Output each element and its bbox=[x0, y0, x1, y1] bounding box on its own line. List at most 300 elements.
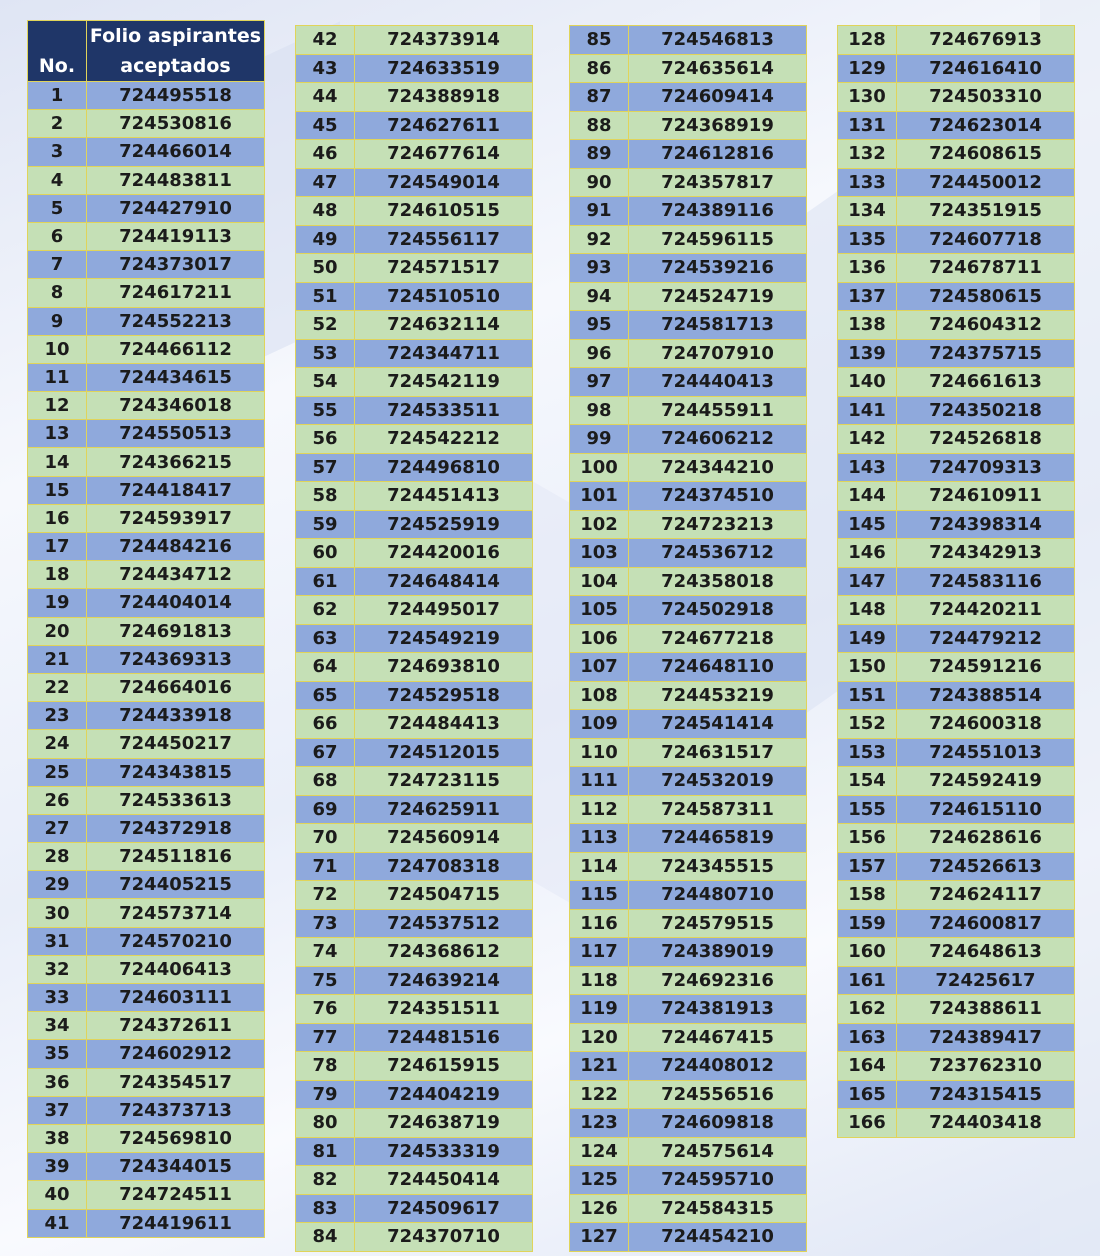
table-row bbox=[28, 786, 265, 814]
folio-number: 724524719 bbox=[629, 282, 807, 311]
table-row bbox=[28, 758, 265, 786]
roster-table-1 bbox=[27, 20, 265, 1238]
table-row bbox=[838, 425, 1075, 454]
folio-number: 724602912 bbox=[87, 1040, 265, 1068]
table-row bbox=[838, 396, 1075, 425]
folio-number: 724351915 bbox=[897, 197, 1075, 226]
row-number: 40 bbox=[28, 1181, 87, 1209]
table-row bbox=[570, 681, 807, 710]
folio-number: 724480710 bbox=[629, 881, 807, 910]
row-number: 30 bbox=[28, 899, 87, 927]
folio-number: 724346018 bbox=[87, 392, 265, 420]
folio-number: 724691813 bbox=[87, 617, 265, 645]
table-row bbox=[296, 681, 533, 710]
row-number: 124 bbox=[570, 1137, 629, 1166]
folio-number: 724536712 bbox=[629, 539, 807, 568]
row-number: 118 bbox=[570, 966, 629, 995]
row-number: 166 bbox=[838, 1109, 897, 1138]
folio-number: 724617211 bbox=[87, 279, 265, 307]
table-row bbox=[28, 194, 265, 222]
row-number: 94 bbox=[570, 282, 629, 311]
folio-number: 724603111 bbox=[87, 984, 265, 1012]
row-number: 122 bbox=[570, 1080, 629, 1109]
row-number: 45 bbox=[296, 111, 355, 140]
table-row bbox=[570, 767, 807, 796]
row-number: 39 bbox=[28, 1153, 87, 1181]
row-number: 89 bbox=[570, 140, 629, 169]
folio-number: 724465819 bbox=[629, 824, 807, 853]
table-row bbox=[838, 140, 1075, 169]
table-row bbox=[28, 110, 265, 138]
row-number: 78 bbox=[296, 1052, 355, 1081]
table-row bbox=[570, 339, 807, 368]
folio-number: 724434712 bbox=[87, 561, 265, 589]
folio-number: 724707910 bbox=[629, 339, 807, 368]
table-row bbox=[838, 225, 1075, 254]
row-number: 131 bbox=[838, 111, 897, 140]
row-number: 70 bbox=[296, 824, 355, 853]
folio-number: 724596115 bbox=[629, 225, 807, 254]
table-row bbox=[28, 1040, 265, 1068]
folio-number: 724374510 bbox=[629, 482, 807, 511]
row-number: 123 bbox=[570, 1109, 629, 1138]
table-row bbox=[838, 681, 1075, 710]
folio-number: 72425617 bbox=[897, 966, 1075, 995]
folio-number: 724648110 bbox=[629, 653, 807, 682]
table-row bbox=[570, 197, 807, 226]
folio-number: 724370710 bbox=[355, 1223, 533, 1252]
row-number: 12 bbox=[28, 392, 87, 420]
folio-number: 724372918 bbox=[87, 814, 265, 842]
table-row bbox=[570, 995, 807, 1024]
table-row bbox=[296, 1194, 533, 1223]
row-number: 135 bbox=[838, 225, 897, 254]
table-row bbox=[838, 510, 1075, 539]
table-row bbox=[296, 1052, 533, 1081]
table-row bbox=[570, 482, 807, 511]
row-number: 62 bbox=[296, 596, 355, 625]
row-number: 71 bbox=[296, 852, 355, 881]
table-row bbox=[838, 824, 1075, 853]
folio-number: 724530816 bbox=[87, 110, 265, 138]
folio-number: 724533613 bbox=[87, 786, 265, 814]
row-number: 156 bbox=[838, 824, 897, 853]
table-row bbox=[570, 710, 807, 739]
folio-number: 724419611 bbox=[87, 1209, 265, 1237]
table-row bbox=[570, 425, 807, 454]
table-row bbox=[838, 1023, 1075, 1052]
folio-number: 724495518 bbox=[87, 82, 265, 110]
row-number: 69 bbox=[296, 795, 355, 824]
folio-number: 724542212 bbox=[355, 425, 533, 454]
row-number: 81 bbox=[296, 1137, 355, 1166]
table-row bbox=[838, 539, 1075, 568]
table-row bbox=[28, 871, 265, 899]
row-number: 44 bbox=[296, 83, 355, 112]
row-number: 152 bbox=[838, 710, 897, 739]
folio-number: 724381913 bbox=[629, 995, 807, 1024]
table-row bbox=[296, 225, 533, 254]
table-row bbox=[296, 1109, 533, 1138]
row-number: 61 bbox=[296, 567, 355, 596]
folio-number: 724692316 bbox=[629, 966, 807, 995]
table-row bbox=[296, 966, 533, 995]
table-row bbox=[296, 1080, 533, 1109]
table-row bbox=[838, 995, 1075, 1024]
folio-number: 724579515 bbox=[629, 909, 807, 938]
table-row bbox=[28, 1096, 265, 1124]
row-number: 23 bbox=[28, 702, 87, 730]
folio-number: 724539216 bbox=[629, 254, 807, 283]
table-row bbox=[296, 653, 533, 682]
table-row bbox=[296, 767, 533, 796]
row-number: 97 bbox=[570, 368, 629, 397]
table-row bbox=[570, 966, 807, 995]
folio-number: 724373713 bbox=[87, 1096, 265, 1124]
row-number: 163 bbox=[838, 1023, 897, 1052]
table-row bbox=[570, 1023, 807, 1052]
table-row bbox=[570, 1223, 807, 1252]
folio-number: 724569810 bbox=[87, 1124, 265, 1152]
row-number: 14 bbox=[28, 448, 87, 476]
table-row bbox=[838, 567, 1075, 596]
folio-number: 724479212 bbox=[897, 624, 1075, 653]
folio-number: 724526818 bbox=[897, 425, 1075, 454]
row-number: 158 bbox=[838, 881, 897, 910]
row-number: 34 bbox=[28, 1012, 87, 1040]
folio-number: 724344210 bbox=[629, 453, 807, 482]
table-row bbox=[28, 589, 265, 617]
row-number: 41 bbox=[28, 1209, 87, 1237]
folio-number: 724541414 bbox=[629, 710, 807, 739]
row-number: 67 bbox=[296, 738, 355, 767]
folio-number: 724388611 bbox=[897, 995, 1075, 1024]
row-number: 75 bbox=[296, 966, 355, 995]
table-row bbox=[838, 624, 1075, 653]
folio-number: 724357817 bbox=[629, 168, 807, 197]
folio-number: 724546813 bbox=[629, 26, 807, 55]
row-number: 101 bbox=[570, 482, 629, 511]
row-number: 113 bbox=[570, 824, 629, 853]
table-row bbox=[28, 927, 265, 955]
table-row bbox=[838, 168, 1075, 197]
table-row bbox=[570, 26, 807, 55]
table-row bbox=[570, 282, 807, 311]
row-number: 96 bbox=[570, 339, 629, 368]
table-row bbox=[838, 311, 1075, 340]
table-row bbox=[570, 1137, 807, 1166]
folio-number: 724403418 bbox=[897, 1109, 1075, 1138]
table-row bbox=[296, 282, 533, 311]
table-row bbox=[570, 539, 807, 568]
folio-number: 724406413 bbox=[87, 955, 265, 983]
folio-number: 724581713 bbox=[629, 311, 807, 340]
table-row bbox=[296, 453, 533, 482]
folio-number: 724639214 bbox=[355, 966, 533, 995]
row-number: 107 bbox=[570, 653, 629, 682]
folio-number: 724342913 bbox=[897, 539, 1075, 568]
table-row bbox=[838, 254, 1075, 283]
folio-number: 724631517 bbox=[629, 738, 807, 767]
table-row bbox=[28, 1124, 265, 1152]
table-row bbox=[296, 824, 533, 853]
folio-number: 724467415 bbox=[629, 1023, 807, 1052]
table-row bbox=[296, 140, 533, 169]
row-number: 4 bbox=[28, 166, 87, 194]
folio-number: 724375715 bbox=[897, 339, 1075, 368]
folio-number: 724608615 bbox=[897, 140, 1075, 169]
table-row bbox=[570, 653, 807, 682]
row-number: 93 bbox=[570, 254, 629, 283]
folio-number: 724450217 bbox=[87, 730, 265, 758]
row-number: 28 bbox=[28, 843, 87, 871]
folio-number: 724484216 bbox=[87, 533, 265, 561]
table-row bbox=[570, 1052, 807, 1081]
row-number: 153 bbox=[838, 738, 897, 767]
row-number: 120 bbox=[570, 1023, 629, 1052]
folio-number: 724600817 bbox=[897, 909, 1075, 938]
folio-number: 724677614 bbox=[355, 140, 533, 169]
row-number: 148 bbox=[838, 596, 897, 625]
row-number: 5 bbox=[28, 194, 87, 222]
folio-number: 724427910 bbox=[87, 194, 265, 222]
row-number: 128 bbox=[838, 26, 897, 55]
table-row bbox=[28, 504, 265, 532]
table-row bbox=[28, 476, 265, 504]
table-row bbox=[838, 482, 1075, 511]
row-number: 150 bbox=[838, 653, 897, 682]
table-row bbox=[838, 852, 1075, 881]
row-number: 92 bbox=[570, 225, 629, 254]
folio-number: 724484413 bbox=[355, 710, 533, 739]
row-number: 102 bbox=[570, 510, 629, 539]
folio-number: 724676913 bbox=[897, 26, 1075, 55]
table-row bbox=[838, 710, 1075, 739]
folio-number: 724550513 bbox=[87, 420, 265, 448]
row-number: 159 bbox=[838, 909, 897, 938]
table-row bbox=[296, 311, 533, 340]
table-row bbox=[570, 254, 807, 283]
row-number: 116 bbox=[570, 909, 629, 938]
row-number: 2 bbox=[28, 110, 87, 138]
folio-number: 724405215 bbox=[87, 871, 265, 899]
folio-number: 724570210 bbox=[87, 927, 265, 955]
folio-number: 724584315 bbox=[629, 1194, 807, 1223]
row-number: 77 bbox=[296, 1023, 355, 1052]
row-number: 1 bbox=[28, 82, 87, 110]
table-row bbox=[296, 624, 533, 653]
table-row bbox=[570, 54, 807, 83]
folio-number: 724635614 bbox=[629, 54, 807, 83]
folio-number: 724549219 bbox=[355, 624, 533, 653]
row-number: 106 bbox=[570, 624, 629, 653]
row-number: 110 bbox=[570, 738, 629, 767]
table-row bbox=[570, 567, 807, 596]
table-row bbox=[28, 1012, 265, 1040]
table-row bbox=[296, 510, 533, 539]
folio-number: 724560914 bbox=[355, 824, 533, 853]
folio-number: 724420016 bbox=[355, 539, 533, 568]
table-row bbox=[838, 767, 1075, 796]
folio-number: 724368612 bbox=[355, 938, 533, 967]
row-number: 147 bbox=[838, 567, 897, 596]
row-number: 154 bbox=[838, 767, 897, 796]
table-row bbox=[296, 197, 533, 226]
row-number: 115 bbox=[570, 881, 629, 910]
row-number: 56 bbox=[296, 425, 355, 454]
table-row bbox=[28, 1181, 265, 1209]
table-row bbox=[28, 307, 265, 335]
folio-number: 724633519 bbox=[355, 54, 533, 83]
row-number: 33 bbox=[28, 984, 87, 1012]
row-number: 10 bbox=[28, 335, 87, 363]
row-number: 165 bbox=[838, 1080, 897, 1109]
folio-number: 724526613 bbox=[897, 852, 1075, 881]
table-row bbox=[838, 1052, 1075, 1081]
row-number: 142 bbox=[838, 425, 897, 454]
table-row bbox=[28, 955, 265, 983]
row-number: 155 bbox=[838, 795, 897, 824]
folio-number: 724466014 bbox=[87, 138, 265, 166]
folio-number: 724648414 bbox=[355, 567, 533, 596]
table-row bbox=[296, 111, 533, 140]
table-row bbox=[838, 54, 1075, 83]
folio-number: 724609414 bbox=[629, 83, 807, 112]
folio-number: 724450012 bbox=[897, 168, 1075, 197]
folio-number: 724625911 bbox=[355, 795, 533, 824]
folio-number: 724345515 bbox=[629, 852, 807, 881]
row-number: 60 bbox=[296, 539, 355, 568]
table-row bbox=[296, 368, 533, 397]
folio-number: 724661613 bbox=[897, 368, 1075, 397]
row-number: 151 bbox=[838, 681, 897, 710]
row-number: 104 bbox=[570, 567, 629, 596]
table-row bbox=[296, 425, 533, 454]
row-number: 119 bbox=[570, 995, 629, 1024]
row-number: 31 bbox=[28, 927, 87, 955]
folio-number: 724628616 bbox=[897, 824, 1075, 853]
table-row bbox=[838, 938, 1075, 967]
folio-number: 724708318 bbox=[355, 852, 533, 881]
table-row bbox=[28, 335, 265, 363]
row-number: 83 bbox=[296, 1194, 355, 1223]
folio-number: 724350218 bbox=[897, 396, 1075, 425]
table-row bbox=[296, 83, 533, 112]
folio-number: 724433918 bbox=[87, 702, 265, 730]
table-row bbox=[296, 852, 533, 881]
folio-number: 724502918 bbox=[629, 596, 807, 625]
table-row bbox=[28, 420, 265, 448]
folio-number: 724587311 bbox=[629, 795, 807, 824]
table-row bbox=[570, 311, 807, 340]
folio-number: 724664016 bbox=[87, 673, 265, 701]
row-number: 130 bbox=[838, 83, 897, 112]
row-number: 9 bbox=[28, 307, 87, 335]
folio-number: 724344015 bbox=[87, 1153, 265, 1181]
table-row bbox=[296, 539, 533, 568]
table-row bbox=[28, 899, 265, 927]
table-row bbox=[838, 111, 1075, 140]
folio-number: 724369313 bbox=[87, 645, 265, 673]
table-row bbox=[296, 1223, 533, 1252]
folio-number: 724724511 bbox=[87, 1181, 265, 1209]
row-number: 35 bbox=[28, 1040, 87, 1068]
row-number: 109 bbox=[570, 710, 629, 739]
folio-number: 724512015 bbox=[355, 738, 533, 767]
folio-number: 724373914 bbox=[355, 26, 533, 55]
table-row bbox=[570, 510, 807, 539]
row-number: 49 bbox=[296, 225, 355, 254]
row-number: 38 bbox=[28, 1124, 87, 1152]
folio-number: 724398314 bbox=[897, 510, 1075, 539]
folio-number: 724583116 bbox=[897, 567, 1075, 596]
table-row bbox=[838, 282, 1075, 311]
row-number: 125 bbox=[570, 1166, 629, 1195]
folio-number: 724496810 bbox=[355, 453, 533, 482]
folio-number: 724609818 bbox=[629, 1109, 807, 1138]
folio-number: 724556516 bbox=[629, 1080, 807, 1109]
table-row bbox=[296, 254, 533, 283]
folio-number: 724607718 bbox=[897, 225, 1075, 254]
row-number: 99 bbox=[570, 425, 629, 454]
row-number: 63 bbox=[296, 624, 355, 653]
table-row bbox=[28, 251, 265, 279]
folio-number: 724600318 bbox=[897, 710, 1075, 739]
table-row bbox=[838, 596, 1075, 625]
row-number: 100 bbox=[570, 453, 629, 482]
table-row bbox=[28, 1153, 265, 1181]
folio-number: 724610911 bbox=[897, 482, 1075, 511]
folio-number: 724580615 bbox=[897, 282, 1075, 311]
row-number: 145 bbox=[838, 510, 897, 539]
row-number: 138 bbox=[838, 311, 897, 340]
row-number: 161 bbox=[838, 966, 897, 995]
row-number: 149 bbox=[838, 624, 897, 653]
folio-number: 724610515 bbox=[355, 197, 533, 226]
row-number: 90 bbox=[570, 168, 629, 197]
folio-number: 724453219 bbox=[629, 681, 807, 710]
folio-number: 724623014 bbox=[897, 111, 1075, 140]
table-row bbox=[570, 852, 807, 881]
row-number: 85 bbox=[570, 26, 629, 55]
folio-number: 724354517 bbox=[87, 1068, 265, 1096]
table-row bbox=[296, 168, 533, 197]
row-number: 134 bbox=[838, 197, 897, 226]
table-row bbox=[570, 938, 807, 967]
table-row bbox=[296, 710, 533, 739]
table-row bbox=[570, 453, 807, 482]
table-row bbox=[570, 396, 807, 425]
folio-number: 724466112 bbox=[87, 335, 265, 363]
table-row bbox=[296, 482, 533, 511]
table-row bbox=[570, 795, 807, 824]
row-number: 19 bbox=[28, 589, 87, 617]
row-number: 87 bbox=[570, 83, 629, 112]
row-number: 51 bbox=[296, 282, 355, 311]
row-number: 46 bbox=[296, 140, 355, 169]
table-row bbox=[28, 814, 265, 842]
folio-number: 724693810 bbox=[355, 653, 533, 682]
table-row bbox=[838, 653, 1075, 682]
row-number: 111 bbox=[570, 767, 629, 796]
row-number: 162 bbox=[838, 995, 897, 1024]
row-number: 95 bbox=[570, 311, 629, 340]
folio-number: 724418417 bbox=[87, 476, 265, 504]
roster-table-2 bbox=[295, 25, 533, 1252]
table-row bbox=[296, 738, 533, 767]
row-number: 86 bbox=[570, 54, 629, 83]
row-number: 132 bbox=[838, 140, 897, 169]
